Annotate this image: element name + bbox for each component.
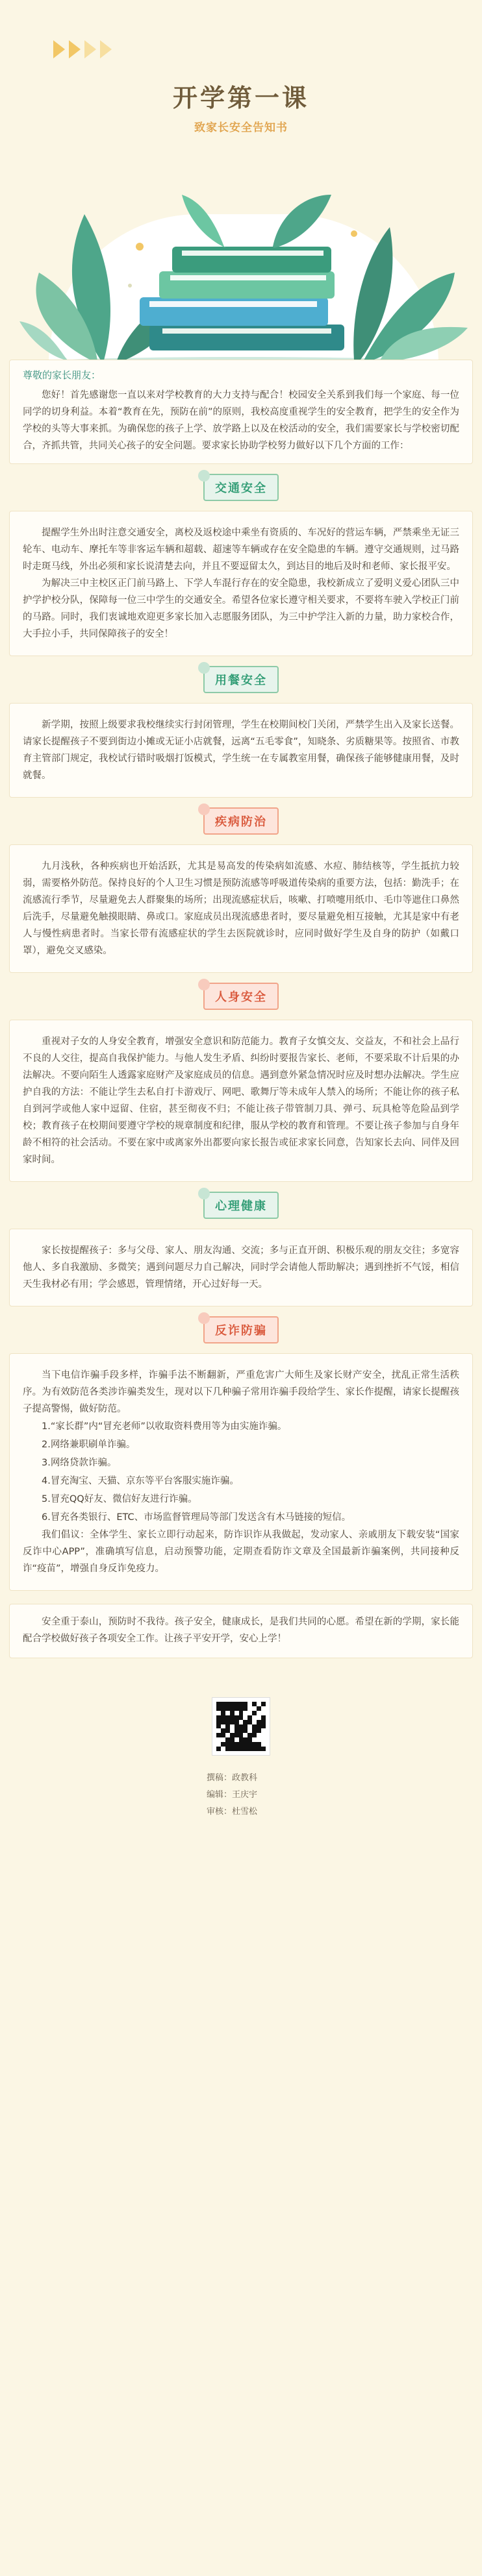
section-paragraph: 为解决三中主校区正门前马路上、下学人车混行存在的安全隐患，我校新成立了爱明义爱心团队三中护学护校分队，保障每一位三中学生的交通安全。希望各位家长遵守相关要求，不要将车驶入学校正门前的马路。同时，我们衷诚地欢迎更多家长加入志愿服务团队，为三中护学注入新的力量，助力家校合作，大手拉小手，共同保障孩子的安全！ <box>23 578 459 639</box>
section-paragraph: 新学期，按照上级要求我校继续实行封闭管理，学生在校期间校门关闭，严禁学生出入及家长送餐。请家长提醒孩子不要到街边小摊或无证小店就餐，远离“五毛零食”，知晓条、劣质糖果等。按照省、市教育主管部门规定，我校试行错时吸烟打饭模式，学生统一在专属教室用餐，确保孩子能够健康用餐，及时就餐。 <box>23 720 459 781</box>
page-title: 开学第一课 <box>172 84 309 112</box>
list-item: 2.网络兼职刷单诈骗。 <box>42 1440 136 1450</box>
section-header-personal <box>0 973 482 1020</box>
section-card-antifraud <box>9 1353 473 1591</box>
books-plants-illustration <box>0 130 482 363</box>
credit-reviewer: 编辑：王庆宇 <box>207 1790 258 1800</box>
section-title: 交通安全 <box>203 474 279 501</box>
intro-card <box>9 360 473 464</box>
section-header-meal <box>0 656 482 703</box>
qr-code-pattern <box>216 1702 266 1751</box>
section-card-meal <box>9 703 473 798</box>
section-paragraph: 九月浅秋，各种疾病也开始活跃，尤其是易高发的传染病如流感、水痘、肺结核等，学生抵抗力较弱，需要格外防范。保持良好的个人卫生习惯是预防流感等呼吸道传染病的重要方法，包括：勤洗手；在流感流行季节，尽量避免去人群聚集的场所；出现流感症状后，咳嗽、打喷嚏用纸巾、毛巾等遮住口鼻然后洗手，尽量避免触摸眼睛、鼻或口。家庭成员出现流感患者时，要尽量避免相互接触，尤其是家中有老人与慢性病患者时。当家长带有流感症状的学生去医院就诊时，应同时做好学生及自身的防护（如戴口罩），避免交叉感染。 <box>23 861 459 956</box>
credit-approver: 审核：杜雪松 <box>207 1807 258 1817</box>
section-paragraph: 当下电信诈骗手段多样，诈骗手法不断翻新，严重危害广大师生及家长财产安全，扰乱正常生活秩序。为有效防范各类涉诈骗类发生，现对以下几种骗子常用诈骗手段给学生、家长作提醒，请家长提醒孩子提高警惕，做好防范。 <box>23 1370 459 1414</box>
section-title: 用餐安全 <box>203 666 279 693</box>
list-item: 5.冒充QQ好友、微信好友进行诈骗。 <box>42 1494 197 1504</box>
section-title: 人身安全 <box>203 983 279 1010</box>
qr-code[interactable] <box>212 1697 270 1756</box>
list-item: 6.冒充各类银行、ETC、市场监督管理局等部门发送含有木马链接的短信。 <box>42 1512 351 1523</box>
greeting: 尊敬的家长朋友： <box>23 369 101 381</box>
header-banner <box>0 0 482 363</box>
list-item: 1.“家长群”内“冒充老师”以收取资料费用等为由实施诈骗。 <box>42 1421 287 1432</box>
closing-paragraph: 我们倡议：全体学生、家长立即行动起来，防诈识诈从我做起，发动家人、亲戚朋友下载安装“国家反诈中心APP”，准确填写信息，启动预警功能，定期查看防诈文章及全国最新诈骗案例，共同接种反诈“疫苗”，增强自身反诈免疫力。 <box>23 1530 459 1574</box>
credit-editor: 撰稿：政教科 <box>207 1773 258 1783</box>
section-paragraph: 提醒学生外出时注意交通安全，离校及返校途中乘坐有资质的、车况好的营运车辆，严禁乘坐无证三轮车、电动车、摩托车等非客运车辆和超载、超速等车辆或存在安全隐患的车辆。遵守交通规则，过马路时走斑马线，外出必须和家长说清楚去向，并且不要逗留太久，到达目的地后及时和老师、家长报平安。 <box>23 528 459 572</box>
section-title: 反诈防骗 <box>203 1316 279 1343</box>
page-subtitle: 致家长安全告知书 <box>194 121 288 134</box>
ending-card <box>9 1604 473 1658</box>
section-card-mental <box>9 1229 473 1306</box>
section-header-antifraud <box>0 1306 482 1353</box>
intro-paragraph: 您好！首先感谢您一直以来对学校教育的大力支持与配合！校园安全关系到我们每一个家庭、每一位同学的切身利益。本着“教育在先，预防在前”的原则，我校高度重视学生的安全教育，把学生的安全作为学校的头等大事来抓。为确保您的孩子上学、放学路上以及在校活动的安全，我们需要家长与学校密切配合，齐抓共管，共同关心孩子的安全问题。要求家长协助学校努力做好以下几个方面的工作： <box>23 390 459 451</box>
section-header-traffic <box>0 464 482 511</box>
section-card-disease <box>9 844 473 973</box>
section-header-disease <box>0 798 482 844</box>
section-card-personal <box>9 1020 473 1182</box>
section-paragraph: 家长按提醒孩子：多与父母、家人、朋友沟通、交流；多与正直开朗、积极乐观的朋友交往；多宽容他人、多自我激励、多微笑；遇到问题尽力自己解决，同时学会请他人帮助解决；遇到挫折不气馁，相信天生我材必有用；学会感恩，管理情绪，开心过好每一天。 <box>23 1245 459 1290</box>
decor-arrows <box>53 40 112 58</box>
credits <box>207 1770 482 1821</box>
section-title: 心理健康 <box>203 1192 279 1219</box>
section-header-mental <box>0 1182 482 1229</box>
list-item: 3.网络贷款诈骗。 <box>42 1458 117 1468</box>
section-paragraph: 重视对子女的人身安全教育，增强安全意识和防范能力。教育子女慎交友、交益友，不和社会上品行不良的人交往，提高自我保护能力。与他人发生矛盾、纠纷时要报告家长、老师，不要采取不计后果的办法解决。不要向陌生人透露家庭财产及家庭成员的信息。遇到意外紧急情况时应及时想办法解决。学生应护自我的方法：不能让学生去私自打卡游戏厅、网吧、歌舞厅等未成年人禁入的场所；不能让你的孩子私自到河学或他人家中逗留、住宿，甚至彻夜不归；不能让孩子带管制刀具、弹弓、玩具枪等危险品到学校；教育孩子在校期间要遵守学校的规章制度和纪律，服从学校的教育和管理。不要让孩子参加与自身年龄不相符的社会活动。不要在家中或离家外出都要向家长报告或征求家长同意，告知家长去向、同伴及回家时间。 <box>23 1037 459 1165</box>
ending-paragraph: 安全重于泰山，预防时不我待。孩子安全，健康成长，是我们共同的心愿。希望在新的学期，家长能配合学校做好孩子各项安全工作。让孩子平安开学，安心上学！ <box>23 1617 459 1644</box>
list-item: 4.冒充淘宝、天猫、京东等平台客服实施诈骗。 <box>42 1476 239 1486</box>
section-title: 疾病防治 <box>203 807 279 835</box>
section-card-traffic <box>9 511 473 656</box>
